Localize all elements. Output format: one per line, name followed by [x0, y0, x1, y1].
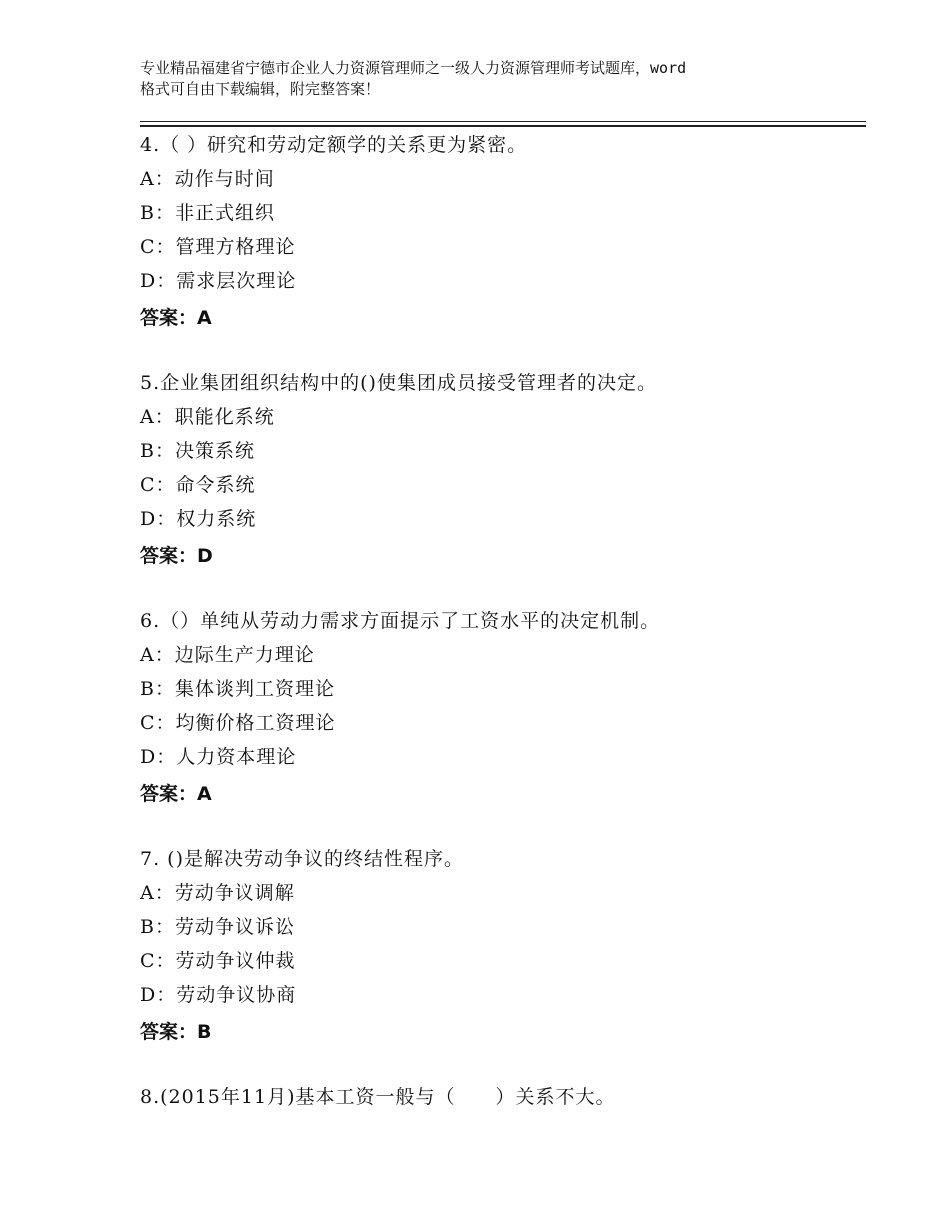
option-b: B：劳动争议诉讼 [140, 916, 295, 938]
option-d: D：劳动争议协商 [140, 984, 297, 1006]
option-d: D：人力资本理论 [140, 746, 297, 768]
header-divider-thick [140, 125, 866, 127]
option-c: C：劳动争议仲裁 [140, 950, 296, 972]
question-4 [140, 131, 866, 335]
header-title-line1: 专业精品福建省宁德市企业人力资源管理师之一级人力资源管理师考试题库，word [140, 59, 687, 77]
question-6 [140, 607, 866, 811]
option-b: B：非正式组织 [140, 202, 275, 224]
question-stem: 5.企业集团组织结构中的()使集团成员接受管理者的决定。 [140, 372, 657, 394]
option-b: B：集体谈判工资理论 [140, 678, 335, 700]
document-header [140, 58, 830, 100]
option-a: A：职能化系统 [140, 406, 275, 428]
option-c: C：均衡价格工资理论 [140, 712, 336, 734]
answer-label: 答案：B [140, 1021, 212, 1043]
option-c: C：命令系统 [140, 474, 256, 496]
question-stem: 8.(2015年11月)基本工资一般与（ ）关系不大。 [140, 1086, 616, 1108]
option-d: D：权力系统 [140, 508, 257, 530]
option-a: A：劳动争议调解 [140, 882, 295, 904]
option-a: A：边际生产力理论 [140, 644, 315, 666]
question-stem: 4.（ ）研究和劳动定额学的关系更为紧密。 [140, 134, 528, 156]
option-c: C：管理方格理论 [140, 236, 296, 258]
question-stem: 6.（）单纯从劳动力需求方面提示了工资水平的决定机制。 [140, 610, 661, 632]
question-stem: 7. ()是解决劳动争议的终结性程序。 [140, 848, 464, 870]
question-list [140, 131, 866, 1151]
header-divider-thin [140, 121, 866, 122]
option-b: B：决策系统 [140, 440, 255, 462]
question-8 [140, 1083, 866, 1117]
option-d: D：需求层次理论 [140, 270, 297, 292]
question-5 [140, 369, 866, 573]
question-7 [140, 845, 866, 1049]
answer-label: 答案：A [140, 783, 212, 805]
answer-label: 答案：D [140, 545, 213, 567]
header-title-line2: 格式可自由下载编辑，附完整答案！ [140, 80, 381, 98]
option-a: A：动作与时间 [140, 168, 275, 190]
answer-label: 答案：A [140, 307, 212, 329]
